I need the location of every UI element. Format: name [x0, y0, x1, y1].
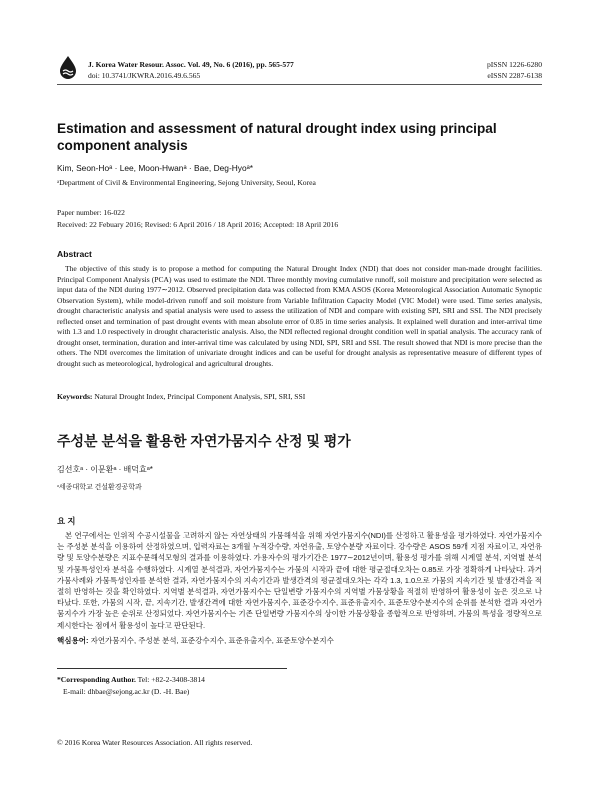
keywords — [57, 392, 542, 401]
korean-keywords — [57, 635, 334, 646]
author-list: Kim, Seon-Hoᵃ · Lee, Moon-Hwanᵃ · Bae, Deg-Hyoᵃ* — [57, 163, 254, 173]
keywords-label: Keywords: — [57, 392, 93, 401]
header-divider — [57, 84, 542, 85]
korean-abstract-text: 본 연구에서는 인위적 수공시설물을 고려하지 않는 자연상태의 가뭄해석을 위해 자연가뭄지수(NDI)를 산정하고 활용성을 평가하였다. 자연가뭄지수는 주성분 분석을 이용하여 산정하였으며, 입력자료는 3개월 누적강수량, 자연유출, 토양수분량 자료이다. 강수량은 ASOS 59개 지점 자료이고, 자연유량 및 토양수분량은 지표수문해석모형의 결과를 이용하였다. 가용자수의 평가기간은 1977∼2012년이며, 활용성 평가를 위해 시계열 분석, 지역별 분석 및 가뭄특성인자 분석을 수행하였다. 시계열 분석결과, 자연가뭄지수는 가뭄의 시작과 끝에 대한 평균절대오차는 0.85로 가장 정확하게 나타났다. 과거 가뭄사례와 가뭄특성인자를 분석한 결과, 자연가뭄지수의 지속기간과 발생간격의 평균절대오차는 각각 1.3, 1.0으로 가뭄의 지속기간 및 발생간격을 적절히 반영하는 것을 확인하였다. 지역별 분석결과, 자연가뭄지수는 단일변량 가뭄지수의 지역별 가뭄상황을 적절히 반영하여 활용성이 높은 것으로 나타났다. 또한, 가뭄의 시작, 끝, 지속기간, 발생간격에 대한 자연가뭄지수, 표준강수지수, 표준유출지수, 표준토양수분지수의 순위를 분석한 결과 자연가뭄지수가 가장 높은 순위로 산정되었다. 자연가뭄지수는 기존 단일변량 가뭄지수의 상이한 가뭄상황을 종합적으로 반영하며, 가뭄의 특성을 정량적으로 제시한다는 점에서 활용성이 높다고 판단된다. — [57, 531, 542, 630]
korean-keywords-label: 핵심용어: — [57, 636, 89, 645]
journal-name: J. Korea Water Resour. Assoc. Vol. 49, No. 6 (2016), pp. 565-577 — [88, 60, 294, 69]
abstract-heading: Abstract — [57, 249, 92, 259]
korean-title: 주성분 분석을 활용한 자연가뭄지수 산정 및 평가 — [57, 433, 351, 449]
corr-email[interactable]: E-mail: dhbae@sejong.ac.kr (D. -H. Bae) — [63, 686, 190, 696]
corresponding-author — [57, 674, 205, 697]
korean-affiliation: ᵃ세종대학교 건설환경공학과 — [57, 483, 142, 491]
korean-author-list: 김선호ᵃ · 이문환ᵃ · 배덕효ᵃ* — [57, 465, 153, 474]
corr-tel: Tel: +82-2-3408-3814 — [135, 675, 205, 684]
footnote-divider — [57, 668, 287, 669]
affiliation: ᵃDepartment of Civil & Environmental Engineering, Sejong University, Seoul, Korea — [57, 178, 316, 187]
abstract-text: The objective of this study is to propose a method for computing the Natural Drought Index (NDI) that does not consider man-made drought facilities. Principal Component Analysis (PCA) was used to estimate the NDI. Three monthly moving cumulative runoff, soil moisture and precipitation were selected as input data of the NDI during 1977∼2012. Observed precipitation data was collected from KMA ASOS (Korea Meteorological Association Automatic Synoptic Observation System), while model-driven runoff and soil moisture from Variable Infiltration Capacity Model (VIC Model) were used. Time series analysis, drought characteristic analysis and spatial analysis were used to assess the utilization of NDI and compare with existing SPI, SRI and SSI. The NDI precisely reflected onset and termination of past drought events with mean absolute error of 0.85 in time series analysis. It explained well duration and inter-arrival time with 1.3 and 1.0 respectively in drought characteristic analysis. Also, the NDI reflected regional drought condition well in spatial analysis. The accuracy rank of drought onset, termination, duration and inter-arrival time was calculated by using NDI, SPI, SRI and SSI. The result showed that NDI is more precise than the others. The NDI overcomes the limitation of univariate drought indices and can be useful for drought analysis as representative measure of different types of drought such as meteorological, hydrological and agricultural droughts. — [57, 264, 542, 368]
copyright: © 2016 Korea Water Resources Association. All rights reserved. — [57, 738, 253, 747]
korean-abstract-heading: 요 지 — [57, 516, 76, 526]
submission-dates: Received: 22 Febuary 2016; Revised: 6 April 2016 / 18 April 2016; Accepted: 18 April 2016 — [57, 220, 339, 229]
korean-keywords-list: 자연가뭄지수, 주성분 분석, 표준강수지수, 표준유출지수, 표준토양수분지수 — [88, 636, 334, 645]
keywords-list: Natural Drought Index, Principal Component Analysis, SPI, SRI, SSI — [92, 392, 306, 401]
corr-label: *Corresponding Author. — [57, 675, 136, 684]
doi[interactable]: doi: 10.3741/JKWRA.2016.49.6.565 — [88, 71, 201, 80]
paper-number: Paper number: 16-022 — [57, 208, 125, 217]
issn-block — [487, 59, 542, 81]
eissn: eISSN 2287-6138 — [487, 71, 542, 80]
pissn: pISSN 1226-6280 — [486, 60, 542, 69]
paper-title: Estimation and assessment of natural drought index using principal component analysis — [57, 121, 497, 153]
journal-logo-icon — [57, 55, 79, 81]
journal-citation — [88, 59, 294, 81]
